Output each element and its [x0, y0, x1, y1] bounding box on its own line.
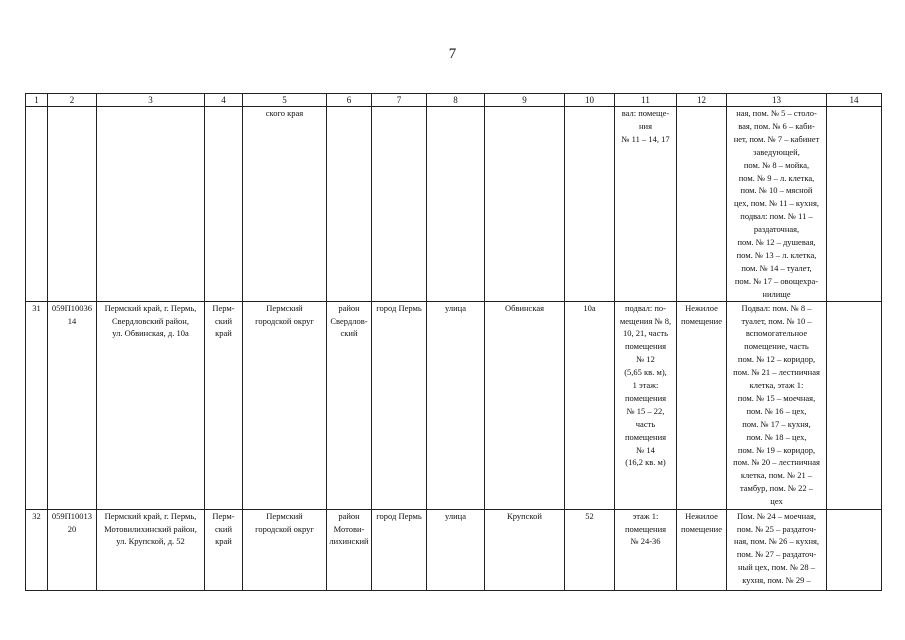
cell	[485, 107, 565, 302]
cell-house-number: 10а	[565, 301, 615, 509]
cell-city: город Пермь	[372, 509, 427, 590]
cell-premises: вал: помеще- ния № 11 – 14, 17	[615, 107, 677, 302]
cell-municipality: ского края	[243, 107, 327, 302]
table-row	[26, 301, 882, 509]
cell-house-number: 52	[565, 509, 615, 590]
cell-district: район Мотови- лихинский	[327, 509, 372, 590]
column-number: 3	[97, 94, 205, 107]
cell	[48, 107, 97, 302]
cell-rooms-description: Подвал: пом. № 8 – туалет, пом. № 10 – вспомогательное помещение, часть пом. № 12 – коридор, пом. № 21 – лестничная клетка, этаж 1: пом. № 15 – моечная, пом. № 16 – цех, пом. № 17 – кухня, пом. № 18 – цех, пом. № 19 – коридор, пом. № 20 – лестничная клетка, пом. № 21 – тамбур, пом. № 22 – цех	[727, 301, 827, 509]
cell-district: район Свердлов- ский	[327, 301, 372, 509]
cell-street-type: улица	[427, 509, 485, 590]
cell	[565, 107, 615, 302]
cell-street-name: Обвинская	[485, 301, 565, 509]
column-number: 7	[372, 94, 427, 107]
cell-registry-id: 059П10013 20	[48, 509, 97, 590]
column-number: 14	[827, 94, 882, 107]
column-number: 13	[727, 94, 827, 107]
cell	[827, 107, 882, 302]
cell-rooms-description: ная, пом. № 5 – столо- вая, пом. № 6 – каби- нет, пом. № 7 – кабинет заведующей, пом. № 8 – мойка, пом. № 9 – л. клетка, пом. № 10 – мясной цех, пом. № 11 – кухня, подвал: пом. № 11 – раздаточная, пом. № 12 – душевая, пом. № 13 – л. клетка, пом. № 14 – туалет, пом. № 17 – овощехра- нилище	[727, 107, 827, 302]
column-number: 4	[205, 94, 243, 107]
column-number: 12	[677, 94, 727, 107]
column-number-row	[26, 94, 882, 107]
cell-address: Пермский край, г. Пермь, Свердловский район, ул. Обвинская, д. 10а	[97, 301, 205, 509]
cell	[26, 107, 48, 302]
table-row	[26, 509, 882, 590]
cell-street-type: улица	[427, 301, 485, 509]
cell-region: Перм- ский край	[205, 301, 243, 509]
cell-object-type: Нежилое помещение	[677, 509, 727, 590]
cell-rooms-description: Пом. № 24 – моечная, пом. № 25 – раздаточ- ная, пом. № 26 – кухня, пом. № 27 – раздаточ- ный цех, пом. № 28 – кухня, пом. № 29 –	[727, 509, 827, 590]
cell-municipality: Пермский городской округ	[243, 301, 327, 509]
registry-table	[25, 93, 882, 591]
column-number: 6	[327, 94, 372, 107]
column-number: 8	[427, 94, 485, 107]
cell-region: Перм- ский край	[205, 509, 243, 590]
cell-premises: этаж 1: помещения № 24-36	[615, 509, 677, 590]
column-number: 1	[26, 94, 48, 107]
column-number: 5	[243, 94, 327, 107]
column-number: 2	[48, 94, 97, 107]
continuation-row	[26, 107, 882, 302]
cell	[97, 107, 205, 302]
cell-premises: подвал: по- мещения № 8, 10, 21, часть помещения № 12 (5,65 кв. м), 1 этаж: помещения № 15 – 22, часть помещения № 14 (16,2 кв. м)	[615, 301, 677, 509]
cell-notes	[827, 301, 882, 509]
cell	[205, 107, 243, 302]
cell-number: 31	[26, 301, 48, 509]
cell-street-name: Крупской	[485, 509, 565, 590]
column-number: 10	[565, 94, 615, 107]
cell-registry-id: 059П10036 14	[48, 301, 97, 509]
column-number: 9	[485, 94, 565, 107]
cell	[427, 107, 485, 302]
page-number: 7	[448, 46, 457, 62]
cell-municipality: Пермский городской округ	[243, 509, 327, 590]
cell	[327, 107, 372, 302]
cell	[677, 107, 727, 302]
cell-city: город Пермь	[372, 301, 427, 509]
column-number: 11	[615, 94, 677, 107]
cell-notes	[827, 509, 882, 590]
cell	[372, 107, 427, 302]
cell-address: Пермский край, г. Пермь, Мотовилихинский район, ул. Крупской, д. 52	[97, 509, 205, 590]
cell-object-type: Нежилое помещение	[677, 301, 727, 509]
cell-number: 32	[26, 509, 48, 590]
